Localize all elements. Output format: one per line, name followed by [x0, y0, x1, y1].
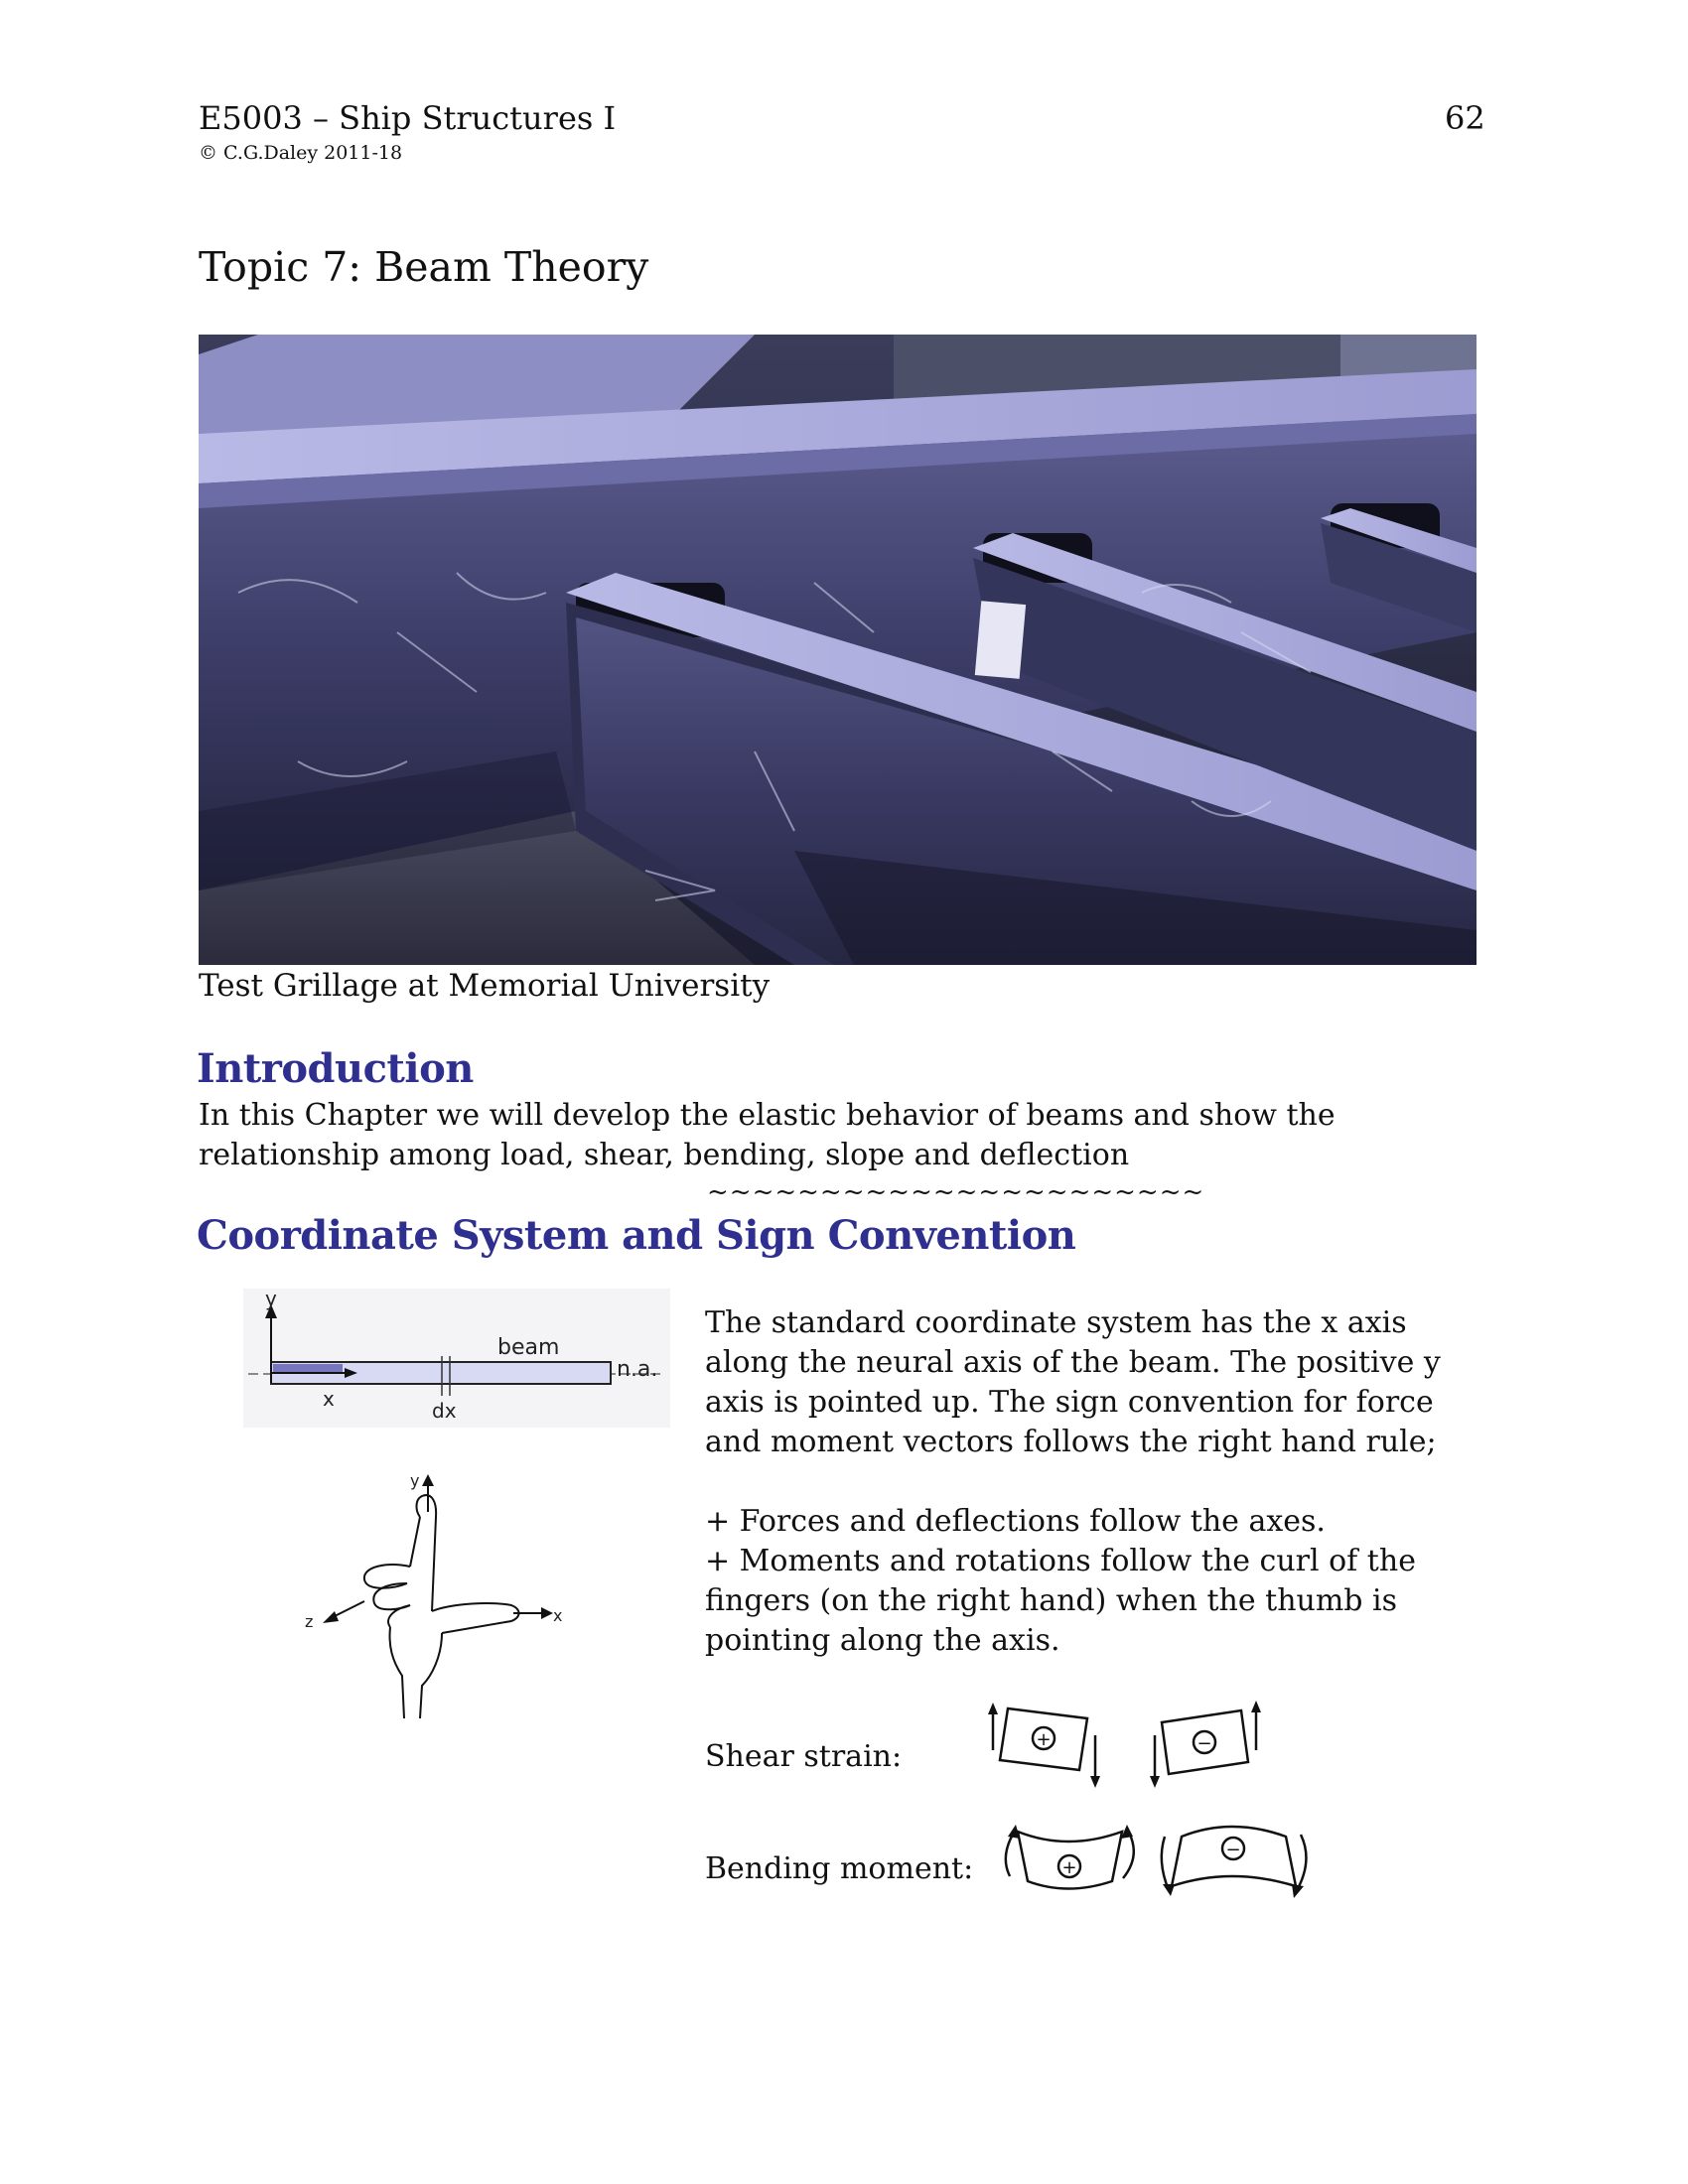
paragraph-line: axis is pointed up. The sign convention for force: [705, 1385, 1434, 1420]
plus-sign: +: [1036, 1729, 1052, 1750]
paragraph-line: The standard coordinate system has the x axis: [705, 1305, 1407, 1340]
rule-line: + Moments and rotations follow the curl of the: [705, 1544, 1416, 1578]
minus-sign: −: [1196, 1733, 1212, 1754]
beam-x-label: x: [323, 1387, 335, 1411]
dx-label: dx: [432, 1399, 457, 1423]
introduction-heading: Introduction: [197, 1045, 474, 1092]
bending-moment-label: Bending moment:: [705, 1851, 974, 1886]
topic-title: Topic 7: Beam Theory: [199, 243, 649, 291]
rule-line: + Forces and deflections follow the axes.: [705, 1504, 1326, 1539]
beam-label: beam: [497, 1335, 560, 1360]
intro-line: relationship among load, shear, bending, slope and deflection: [199, 1138, 1130, 1172]
separator: ~~~~~~~~~~~~~~~~~~~~~~: [707, 1177, 1205, 1207]
bending-moment-sign-icon: [998, 1817, 1326, 1901]
coordinate-heading: Coordinate System and Sign Convention: [197, 1212, 1076, 1259]
intro-line: In this Chapter we will develop the elastic behavior of beams and show the: [199, 1098, 1336, 1133]
shear-strain-label: Shear strain:: [705, 1739, 903, 1774]
paragraph-line: along the neural axis of the beam. The positive y: [705, 1345, 1441, 1380]
hand-y-label: y: [410, 1472, 420, 1490]
right-hand-rule-icon: [293, 1472, 566, 1720]
paragraph-line: and moment vectors follows the right hand rule;: [705, 1425, 1437, 1459]
copyright: © C.G.Daley 2011-18: [199, 142, 403, 164]
shear-strain-sign-icon: [988, 1701, 1266, 1790]
plus-sign: +: [1061, 1857, 1077, 1878]
introduction-text: [199, 1096, 1489, 1175]
hand-z-label: z: [305, 1612, 314, 1631]
hand-x-label: x: [553, 1606, 563, 1625]
course-title: E5003 – Ship Structures I: [199, 99, 617, 137]
minus-sign: −: [1225, 1840, 1241, 1860]
beam-coordinate-diagram: [243, 1289, 670, 1428]
rule-line: fingers (on the right hand) when the thumb is: [705, 1583, 1398, 1618]
page-number: 62: [1445, 99, 1485, 137]
sign-convention-text: [705, 1303, 1489, 1661]
neutral-axis-label: n.a.: [617, 1357, 658, 1382]
grillage-photo: [199, 335, 1477, 965]
photo-caption: Test Grillage at Memorial University: [199, 968, 771, 1004]
rule-line: pointing along the axis.: [705, 1623, 1060, 1658]
beam-y-label: y: [265, 1289, 277, 1310]
